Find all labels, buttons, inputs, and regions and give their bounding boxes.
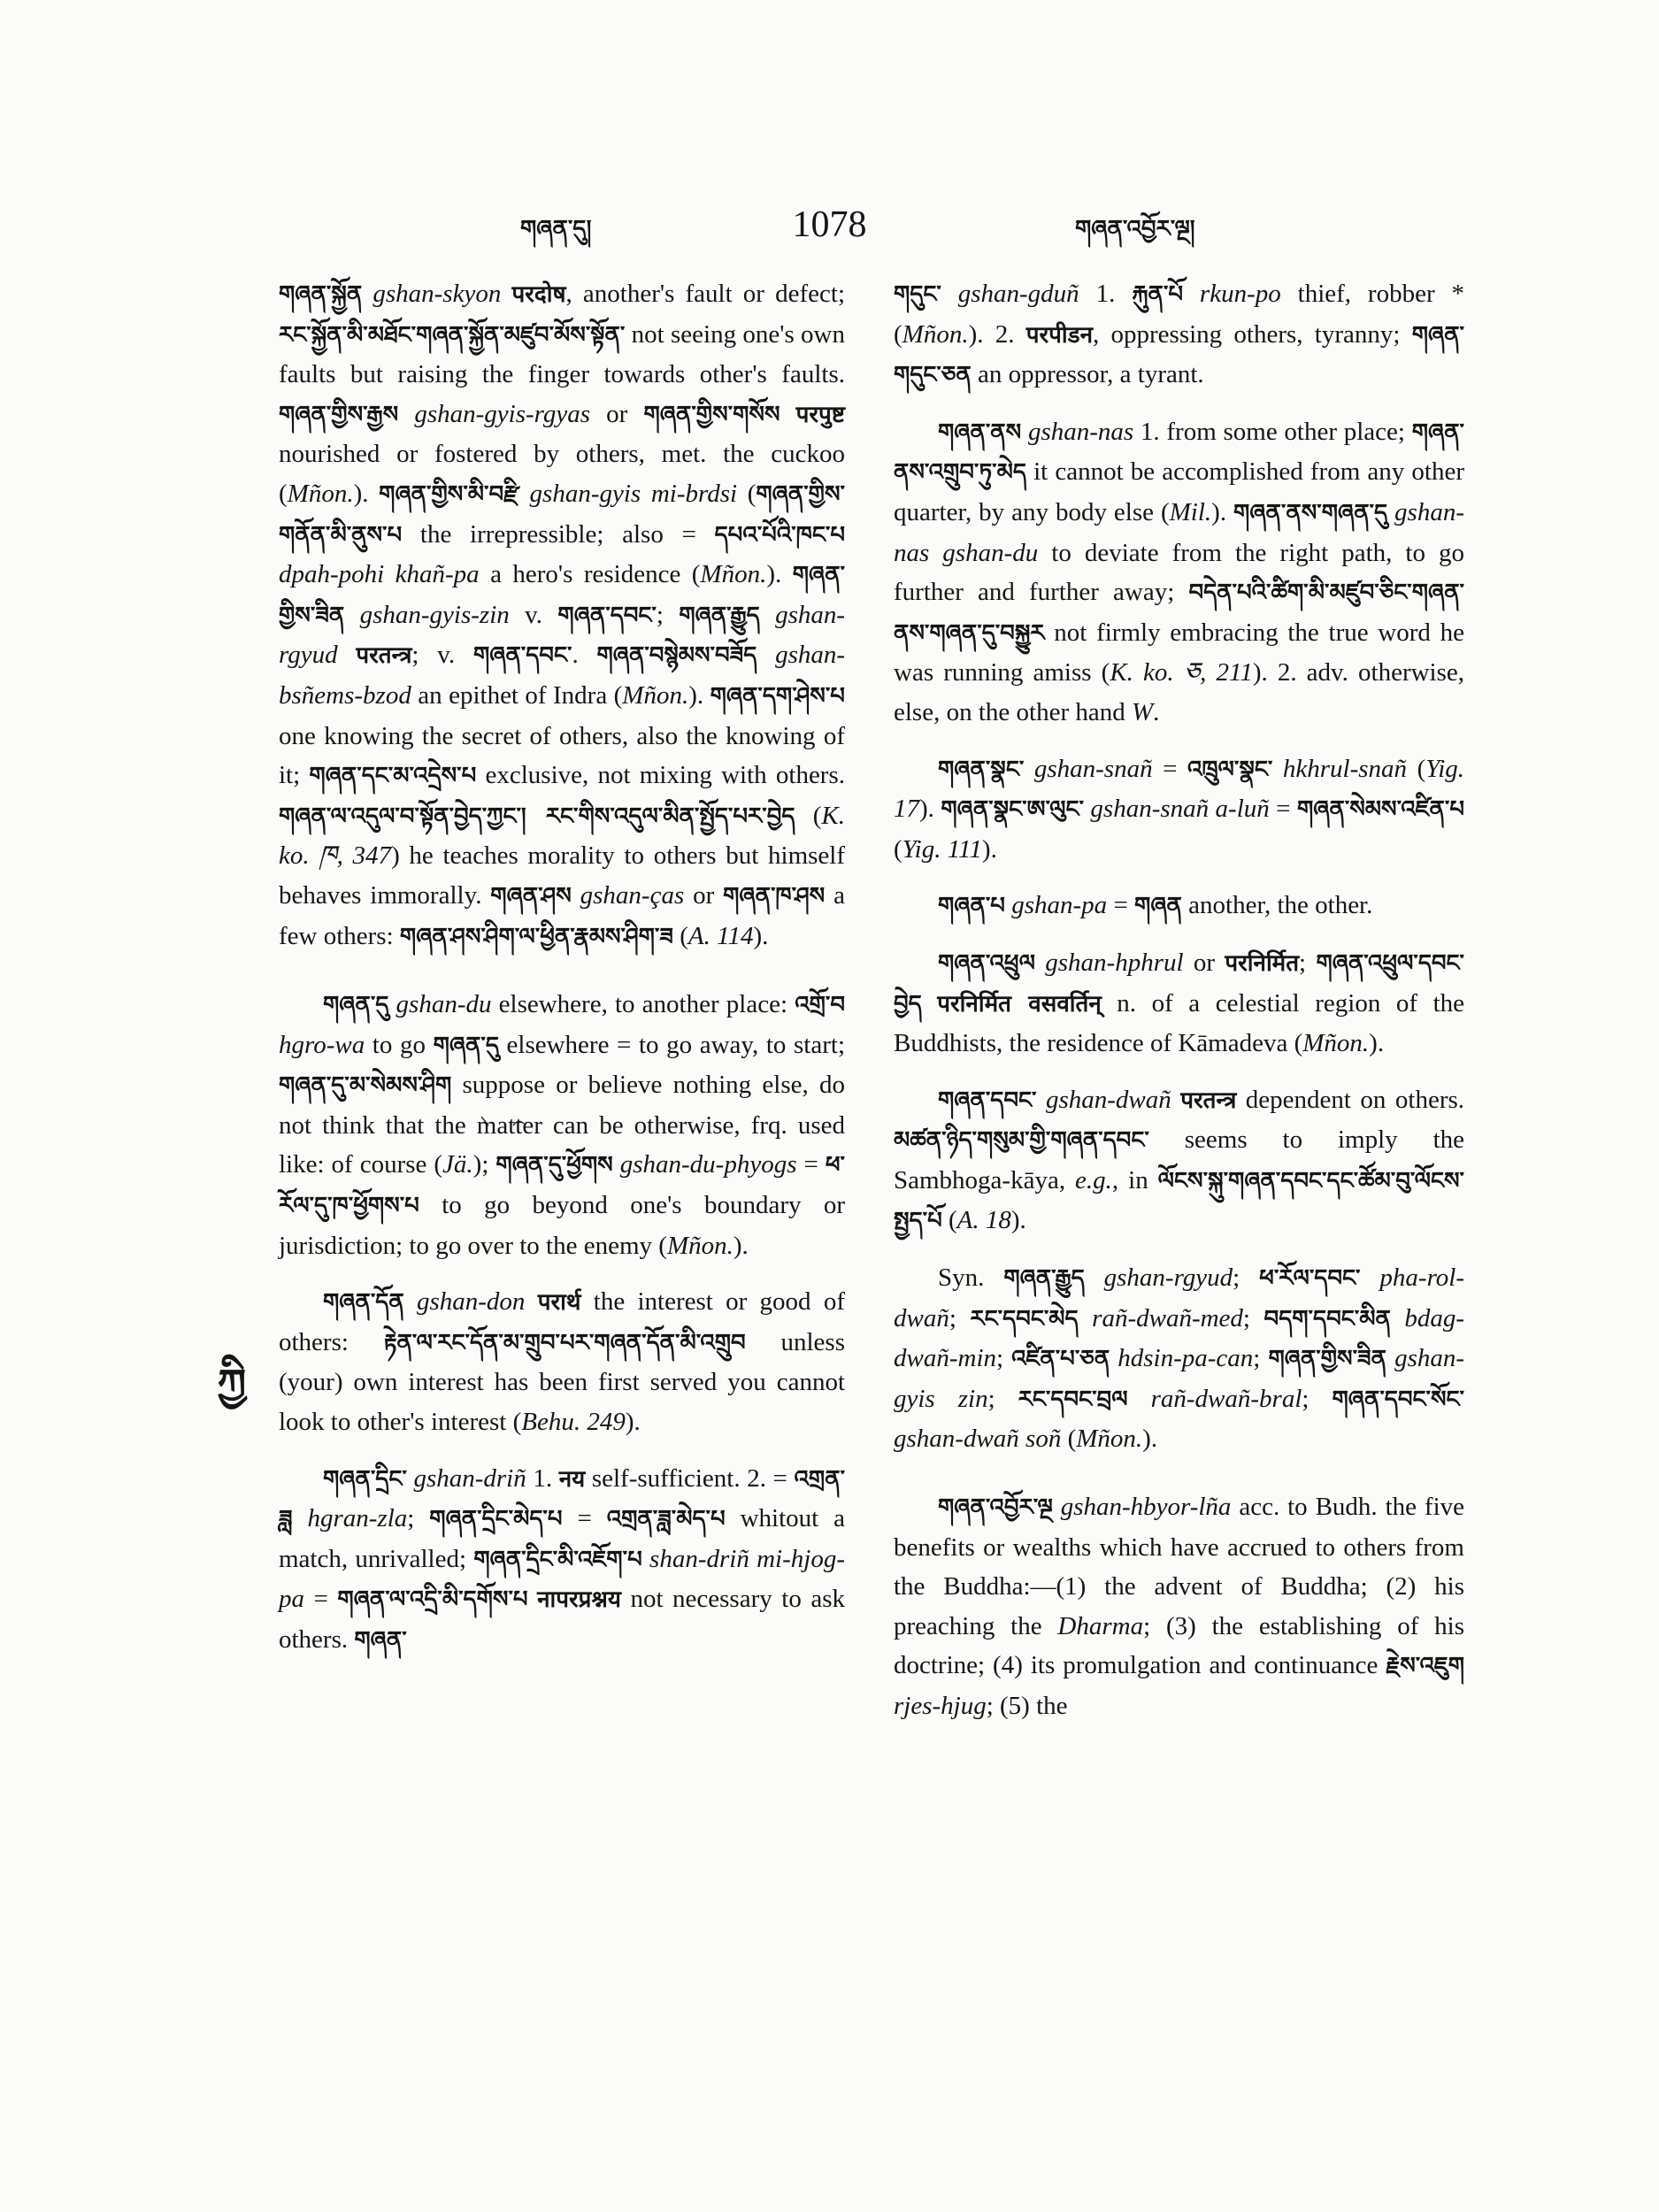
definition-text: ; [1253,1344,1269,1373]
source-reference: A. 18 [956,1206,1011,1235]
sanskrit-term: परपुष्ट [795,401,845,428]
definition-text: ). [919,795,941,824]
definition-text: suppose or believe nothing else, do not think that the matter can be otherwise, frq. used like: of course ( [279,1071,845,1179]
definition-text: = [1107,891,1135,920]
transliteration: gshan-snañ [1033,754,1153,783]
transliteration: gshan-nas [1027,417,1134,446]
definition-text: ). 2. adv. otherwise, else, on the other hand [894,658,1465,726]
entry-synonyms [894,1258,1464,1459]
source-reference: Yig. 17 [894,754,1465,824]
definition-text: ; (3) the establishing of his doctrine; (4) its promulgation and continuance [894,1611,1465,1680]
definition-text: an epithet of Indra ( [411,680,623,710]
source-reference: K. ko. ཁ, 347 [279,801,845,871]
definition-text: it cannot be accomplished from any other quarter, by any body else ( [894,457,1464,526]
definition-text: ). [353,479,380,508]
definition-text: ( [672,921,688,950]
tibetan-gloss: གཞན་ལ་འདྲི་མི་དགོས་པ [337,1586,528,1614]
definition-text: ; [1299,948,1317,977]
definition-text: ). [733,1231,749,1260]
right-running-headword: གཞན་འབྱོར་ལྔ། [1075,216,1195,242]
definition-text: to go beyond one's boundary or jurisdiction; to go over to the enemy ( [279,1191,845,1260]
definition-text: ( [941,1206,957,1235]
right-column [894,274,1464,1743]
definition-text: ( [1407,754,1426,783]
tibetan-headword: གཞན་སྐྱོན [279,281,363,308]
tibetan-crossref: གཞན་དབང་ [472,642,572,670]
source-reference: Mñon. [700,560,767,589]
definition-text: ). [766,560,793,589]
entry-gshan-nas [894,412,1464,733]
transliteration: shan-driñ mi-hjog-pa [279,1544,845,1614]
definition-text: , in [1111,1165,1158,1194]
tibetan-headword: གཞན་ནས [938,419,1022,446]
definition-text: ); [472,1150,496,1179]
tibetan-crossref: གཞན་དབང་ [557,602,657,629]
entry-gshan-dwan [894,1080,1464,1241]
definition-text: ; v. [411,641,473,670]
transliteration: bdag-dwañ-min [894,1303,1465,1373]
emphasized-term: Dharma [1057,1611,1144,1640]
tibetan-example: རྟེན་ལ་རང་དོན་མ་གྲུབ་པར་གཞན་དོན་མི་འགྲུབ [383,1329,746,1356]
source-reference: Mñon. [666,1231,733,1260]
transliteration: hdsin-pa-can [1118,1344,1254,1373]
definition-text: seems to imply the Sambhoga-kāya, [894,1125,1464,1194]
transliteration: rjes-hjug [894,1692,987,1720]
definition-text: = [796,1150,826,1179]
definition-text: = [304,1585,338,1614]
sanskrit-term: परतन्त्र [356,642,412,670]
tibetan-synonym: གཞན་རྒྱུད [1003,1265,1085,1293]
tibetan-example: འགྲོ་བ [795,992,845,1019]
source-reference: e.g. [1075,1165,1112,1194]
transliteration: gshan-hphrul [1045,948,1184,977]
tibetan-gloss: འགྲན་ཟླ་མེད་པ [606,1506,726,1533]
tibetan-headword: གཞན་སྣང་ [938,756,1025,783]
definition-text: to deviate from the right path, to go further and further away; [894,538,1464,607]
definition-text: = [562,1504,607,1533]
tibetan-synonym: གཞན་གྱིས་ཟིན [1268,1346,1386,1373]
transliteration: rañ-dwañ-bral [1150,1384,1302,1413]
tibetan-headword: གདུང་ [894,281,941,308]
definition-text: acc. to Budh. the five benefits or wealths which have accrued to others from the Buddha:—(1) the advent of Buddha; (2) his preaching the [894,1493,1465,1640]
tibetan-subheadword: གཞན་དག་ཤེས་པ [710,682,845,710]
tibetan-synonym: རང་དབང་བྲལ [1018,1386,1128,1413]
transliteration: gshan-du-phyogs [619,1150,797,1179]
tibetan-subheadword: གཞན་དྲིང་མེད་པ [429,1506,563,1533]
transliteration: gshan-du [396,990,492,1019]
definition-text: ( [737,479,757,508]
tibetan-subheadword: གཞན་རྒྱུད [679,602,760,629]
tibetan-example: གཞན་ལ་འདུལ་བ་སྟོན་བྱེད་ཀྱང་། རང་གིས་འདུལ་མིན་སྤྱོད་པར་བྱེད [279,803,795,830]
definition-text: elsewhere, to another place: [491,990,795,1019]
transliteration: gshan-gyis zin [894,1344,1465,1413]
tibetan-subheadword: གཞན་འཕྲུལ་དབང་བྱེད [894,949,1465,1018]
definition-text: ). [1211,497,1234,526]
tibetan-subheadword: གཞན་དུ་ཕྱོགས [495,1152,613,1179]
transliteration: gshan-gyis mi-brdsi [529,479,738,508]
left-running-headword: གཞན་དུ། [520,216,592,242]
sanskrit-term: परपीडन [1025,321,1094,349]
tibetan-gloss: གཞན་གྱིས་གནོན་མི་ནུས་པ [279,480,845,549]
definition-text: not firmly embracing the true word he was running amiss ( [894,618,1464,687]
tibetan-gloss: དཔའ་པོའི་ཁང་པ [714,521,845,549]
transliteration: gshan-dwañ soñ [894,1425,1062,1454]
definition-text: ). [1010,1206,1026,1235]
tibetan-subheadword: གཞན་གྱིས་མི་བརྫི [379,480,519,508]
transliteration: gshan-nas gshan-du [894,497,1464,567]
source-reference: Jä. [442,1150,473,1179]
definition-text: one knowing the secret of others, also the knowing of it; [279,721,845,790]
definition-text: ). 2. [968,319,1026,349]
page-number: 1078 [792,204,867,245]
definition-text: or [590,399,644,428]
sanskrit-term: परदोष [511,281,566,308]
definition-text: , oppressing others, tyranny; [1093,319,1412,349]
definition-text: elsewhere = to go away, to start; [498,1030,846,1059]
definition-text: ). [688,680,710,710]
sanskrit-term: परनिर्मित [1225,949,1300,977]
transliteration: gshan-rgyud [1103,1263,1233,1293]
tibetan-example: བདེན་པའི་ཚིག་མི་མཛུབ་ཅིང་གཞན་ནས་གཞན་དུ་བསྐྱུར [894,580,1464,647]
definition-text: dependent on others. [1236,1085,1465,1114]
definition-text: ). [625,1408,641,1437]
transliteration: gshan-pa [1011,891,1108,920]
definition-text: whitout a match, unrivalled; [279,1504,846,1573]
tibetan-gloss: འགྲན་ཟླ [279,1465,846,1533]
tibetan-continuation: གཞན་ [354,1627,407,1654]
source-reference: K. ko. ཅ, 211 [1110,658,1253,687]
tibetan-subheadword: གཞན་ཁ་ཤས [723,882,826,910]
definition-text: ; [407,1504,430,1533]
source-reference: Mñon. [622,680,689,710]
source-reference: W [1131,697,1154,726]
definition-text: an oppressor, a tyrant. [971,360,1204,389]
source-reference: Mñon. [287,479,354,508]
tibetan-subheadword: གཞན་གྱིས་གསོས [643,401,780,428]
definition-text: ; [949,1303,971,1333]
transliteration: rañ-dwañ-med [1092,1303,1243,1333]
source-reference: Mñon. [902,319,969,349]
definition-text: ( [894,834,902,864]
definition-text: ). [1142,1425,1158,1454]
transliteration: gshan-gduñ [957,280,1079,308]
transliteration: hkhrul-snañ [1282,754,1408,783]
tibetan-gloss: རྗེས་འཇུག [1386,1653,1464,1680]
tibetan-synonym: གཞན་དབང་སོང་ [1332,1386,1464,1413]
source-reference: Yig. 111 [902,834,982,864]
transliteration: gshan-gyis-rgyas [414,399,591,428]
tibetan-gloss: ཕ་རོལ་དུ་ཁ་ཕྱོགས་པ [279,1152,845,1220]
definition-text: ; [656,600,680,629]
definition-text: ; [1233,1263,1260,1293]
entry-gshan-snan [894,749,1464,870]
sanskrit-term: परतन्त्र [1180,1087,1237,1114]
definition-text: ; [1242,1303,1264,1333]
tibetan-gloss: གཞན་སེམས་འཛིན་པ [1296,796,1464,824]
tibetan-example: གཞན་ནས་འགྲུབ་ཏུ་མེད [894,419,1465,487]
definition-text: nourished or fostered by others, met. the cuckoo ( [279,440,845,508]
tibetan-gloss: གཞན [1134,893,1182,920]
synonyms-label: Syn. [938,1263,1004,1293]
transliteration: gshan-dwañ [1045,1085,1171,1114]
definition-text: n. of a celestial region of the Buddhists, the residence of Kāmadeva ( [894,988,1464,1058]
definition-text: ; [987,1384,1018,1413]
transliteration: hgro-wa [279,1030,365,1059]
tibetan-headword: གཞན་དྲིང་ [323,1465,407,1493]
source-reference: Mñon. [1076,1425,1143,1454]
transliteration: gshan-snañ a-luñ [1090,795,1270,824]
tibetan-subheadword: གཞན་ནས་གཞན་དུ [1233,499,1388,526]
entry-gshan-don [279,1282,845,1441]
tibetan-subheadword: གཞན་ཤས [490,882,572,910]
tibetan-example: གཞན་དུ [433,1032,499,1059]
entry-gshan-gdun [894,274,1464,396]
definition-text: the interest or good of others: [279,1287,845,1356]
tibetan-gloss: རྐུན་པོ [1132,281,1184,308]
tibetan-example: གཞན་ཤས་ཤིག་ལ་ཕྱིན་རྣམས་ཤིག་ཟ [399,923,673,950]
definition-text: ). [981,834,997,864]
source-reference: Mil. [1169,497,1212,526]
transliteration: gshan-driñ [413,1463,526,1493]
definition-text: ). [753,921,769,950]
transliteration: hgran-zla [307,1504,408,1533]
entry-gshan-drin [279,1459,845,1661]
definition-text: ; (5) the [986,1692,1068,1720]
entry-gshan-skyon [279,274,845,956]
transliteration: gshan-hbyor-lña [1060,1493,1232,1522]
definition-text: , another's fault or defect; [565,280,846,308]
tibetan-gloss: འཁྲུལ་སྣང་ [1187,756,1273,783]
entry-gshan-du [279,985,845,1265]
tibetan-example: ལོངས་སྐུ་གཞན་དབང་དང་ཚོམ་བུ་ལོངས་སྤྱད་པོ [894,1167,1464,1235]
definition-text: self-sufficient. 2. = [585,1463,795,1493]
definition-text: or [684,880,724,910]
tibetan-synonym: འཛིན་པ་ཅན [1011,1346,1110,1373]
definition-text: 1. [1079,280,1133,308]
definition-text: ( [795,801,822,830]
tibetan-subheadword: གཞན་བསྙེམས་བཟོད [596,642,757,670]
tibetan-example: གཞན་དུ་མ་སེམས་ཤིག [279,1072,452,1100]
source-reference: Mñon. [1302,1029,1370,1058]
definition-text: ; [996,1344,1012,1373]
definition-text: = [1152,754,1187,783]
tibetan-headword: གཞན་པ [938,893,1005,920]
definition-text: ) he teaches morality to others but himself behaves immorally. [279,841,845,910]
definition-text: another, the other. [1181,891,1373,920]
sanskrit-term: नापरप्रश्नय [537,1586,621,1614]
transliteration: gshan-ças [580,880,685,910]
transliteration: gshan-bsñems-bzod [279,641,846,710]
transliteration: gshan-skyon [373,280,502,308]
definition-text: a hero's residence ( [479,560,701,589]
tibetan-subheadword: གཞན་སྣང་ཨ་ལུང་ [941,796,1084,824]
tibetan-headword: གཞན་དབང་ [938,1087,1037,1114]
tibetan-subheadword: གཞན་དྲིང་མི་འཇོག་པ [473,1546,642,1573]
tibetan-synonym: བདག་དབང་མིན [1263,1305,1391,1333]
transliteration: rkun-po [1199,280,1281,308]
definition-text: 1. from some other place; [1133,417,1412,446]
definition-text: . [1153,697,1160,726]
margin-ornament-glyph: ཀྱི [217,1360,247,1408]
tibetan-headword: གཞན་འབྱོར་ལྔ [938,1494,1053,1522]
tibetan-example: མཚན་ཉིད་གསུམ་གྱི་གཞན་དབང་ [894,1127,1149,1155]
definition-text: v. [509,600,558,629]
definition-text: not seeing one's own faults but raising the finger towards other's faults. [279,319,845,389]
sanskrit-term: परनिर्मित वसवर्तिन् [937,990,1102,1018]
tibetan-headword: གཞན་དུ [323,992,389,1019]
definition-text: ; [1302,1384,1333,1413]
entry-gshan-hbyor-lna [894,1487,1464,1726]
transliteration: pha-rol-dwañ [894,1263,1465,1333]
transliteration: gshan-rgyud [279,600,846,670]
definition-text: . [572,641,597,670]
tibetan-headword: གཞན་འཕྲུལ [938,949,1035,977]
definition-text: = [1269,795,1297,824]
definition-text: not necessary to ask others. [279,1585,845,1654]
page-header [0,204,1659,257]
entry-gshan-hphrul [894,943,1464,1064]
sanskrit-term: परार्थ [537,1289,581,1317]
source-reference: A. 114 [687,921,754,950]
definition-text: the irrepressible; also = [402,519,715,549]
tibetan-synonym: རང་དབང་མེད [970,1305,1079,1333]
definition-text: unless (your) own interest has been first served you cannot look to other's interest ( [279,1327,845,1437]
tibetan-example: རང་སྐྱོན་མི་མཐོང་གཞན་སྐྱོན་མཛུབ་མོས་སྟོན་ [279,321,626,349]
source-reference: Behu. 249 [521,1408,626,1437]
transliteration: gshan-don [416,1287,526,1317]
transliteration: dpah-pohi khañ-pa [279,560,480,589]
definition-text: exclusive, not mixing with others. [476,761,846,790]
definition-text: to go [365,1030,434,1059]
sanskrit-term: नय [558,1465,586,1493]
definition-text: a few others: [279,880,845,950]
tibetan-synonym: ཕ་རོལ་དབང་ [1259,1265,1361,1293]
tibetan-headword: གཞན་དོན [323,1289,404,1317]
definition-text: 1. [526,1463,559,1493]
tibetan-subheadword: གཞན་གྱིས་ཟིན [279,562,845,629]
entry-gshan-pa [894,886,1464,926]
tibetan-subheadword: གཞན་དང་མ་འདྲེས་པ [309,763,477,790]
definition-text: thief, robber * ( [894,280,1465,349]
tibetan-subheadword: གཞན་གདུང་ཅན [894,321,1464,389]
transliteration: gshan-gyis-zin [359,600,510,629]
definition-text: ( [1061,1425,1077,1454]
tibetan-subheadword: གཞན་གྱིས་རྒྱས [279,401,399,428]
definition-text: or [1183,948,1225,977]
left-column [279,274,845,1678]
definition-text: ). [1369,1029,1385,1058]
